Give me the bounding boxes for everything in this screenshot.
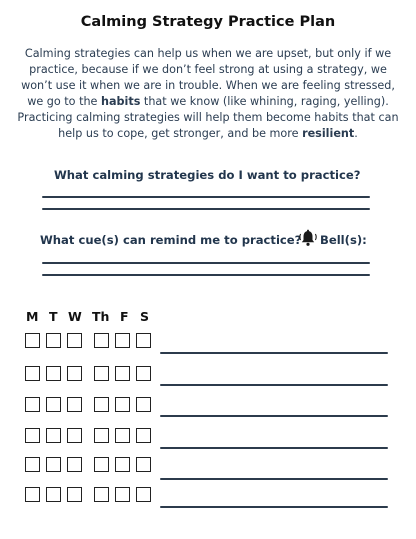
strategy-answer-line[interactable] — [42, 208, 370, 210]
tracker-answer-line[interactable] — [160, 415, 388, 417]
question-strategies: What calming strategies do I want to practice? — [54, 168, 361, 182]
intro-habits: habits — [101, 95, 141, 108]
day-header-th: Th — [92, 309, 110, 324]
checkbox-w[interactable] — [67, 428, 82, 443]
bell-icon — [298, 229, 318, 247]
checkbox-th[interactable] — [94, 397, 109, 412]
day-header-s: S — [140, 309, 150, 324]
day-header-m: M — [26, 309, 39, 324]
checkbox-th[interactable] — [94, 457, 109, 472]
tracker-answer-line[interactable] — [160, 478, 388, 480]
cue-answer-line[interactable] — [42, 262, 370, 264]
checkbox-f[interactable] — [115, 428, 130, 443]
checkbox-w[interactable] — [67, 333, 82, 348]
checkbox-f[interactable] — [115, 333, 130, 348]
checkbox-s[interactable] — [136, 457, 151, 472]
checkbox-s[interactable] — [136, 487, 151, 502]
page-title: Calming Strategy Practice Plan — [80, 14, 336, 30]
checkbox-m[interactable] — [25, 428, 40, 443]
cue-answer-line[interactable] — [42, 274, 370, 276]
intro-text-1: Calming strategies can help us when we are upset, but only if we practice, because if we don’t feel strong at using a strategy, we won’t use it when we are in trouble. When we are feeling stressed, we go to the — [21, 47, 395, 108]
checkbox-m[interactable] — [25, 366, 40, 381]
checkbox-t[interactable] — [46, 428, 61, 443]
checkbox-f[interactable] — [115, 397, 130, 412]
checkbox-th[interactable] — [94, 487, 109, 502]
checkbox-t[interactable] — [46, 457, 61, 472]
bell-label: Bell(s): — [320, 233, 367, 247]
checkbox-s[interactable] — [136, 333, 151, 348]
day-header-w: W — [68, 309, 82, 324]
checkbox-th[interactable] — [94, 333, 109, 348]
checkbox-t[interactable] — [46, 333, 61, 348]
question-cues: What cue(s) can remind me to practice? — [40, 233, 302, 247]
tracker-answer-line[interactable] — [160, 506, 388, 508]
intro-resilient: resilient — [302, 127, 355, 140]
checkbox-w[interactable] — [67, 397, 82, 412]
checkbox-f[interactable] — [115, 457, 130, 472]
checkbox-m[interactable] — [25, 333, 40, 348]
checkbox-w[interactable] — [67, 457, 82, 472]
checkbox-th[interactable] — [94, 366, 109, 381]
day-header-t: T — [49, 309, 58, 324]
day-header-f: F — [120, 309, 129, 324]
checkbox-t[interactable] — [46, 487, 61, 502]
intro-text-3: . — [354, 127, 358, 140]
checkbox-m[interactable] — [25, 457, 40, 472]
checkbox-m[interactable] — [25, 487, 40, 502]
checkbox-t[interactable] — [46, 397, 61, 412]
tracker-answer-line[interactable] — [160, 352, 388, 354]
intro-paragraph — [14, 46, 402, 142]
checkbox-s[interactable] — [136, 397, 151, 412]
checkbox-t[interactable] — [46, 366, 61, 381]
strategy-answer-line[interactable] — [42, 196, 370, 198]
checkbox-m[interactable] — [25, 397, 40, 412]
checkbox-th[interactable] — [94, 428, 109, 443]
intro-text-2: that we know (like whining, raging, yelling). Practicing calming strategies will help them become habits that can help us to cope, get stronger, and be more — [17, 95, 399, 140]
tracker-answer-line[interactable] — [160, 384, 388, 386]
checkbox-s[interactable] — [136, 366, 151, 381]
checkbox-f[interactable] — [115, 487, 130, 502]
checkbox-f[interactable] — [115, 366, 130, 381]
checkbox-w[interactable] — [67, 366, 82, 381]
tracker-answer-line[interactable] — [160, 447, 388, 449]
checkbox-w[interactable] — [67, 487, 82, 502]
checkbox-s[interactable] — [136, 428, 151, 443]
